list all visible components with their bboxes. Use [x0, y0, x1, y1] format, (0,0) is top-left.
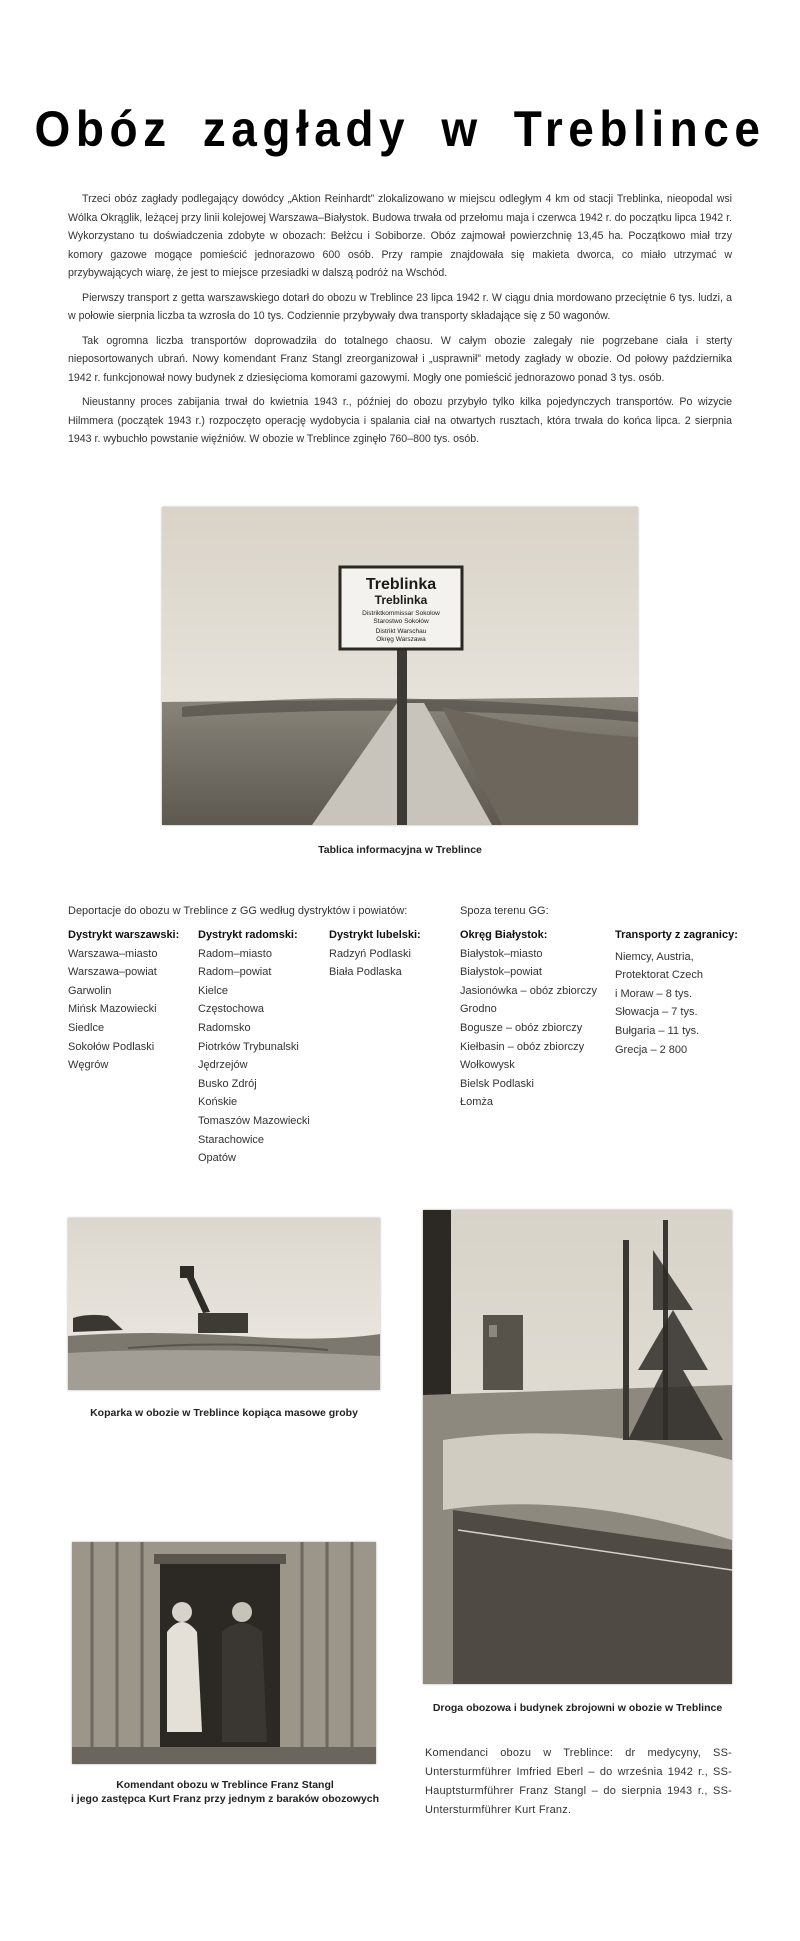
list-item: Słowacja – 7 tys.: [615, 1006, 698, 1019]
list-item: Kiełbasin – obóz zbiorczy: [460, 1040, 585, 1053]
intro-paragraph: Tak ogromna liczba transportów doprowadziła do totalnego chaosu. W całym obozie zalegały nie pogrzebane ciała i sterty nieposortowanych ubrań. Nowy komendant Franz Stangl zreorganizował i „usprawnił” metody zagłady w obozie. Od połowy października 1942 r. funkcjonował nowy budynek z dziesięcioma komorami gazowymi. Mogły one pomieścić jednorazowo ponad 3 tys. osób.: [68, 334, 732, 384]
list-item: Częstochowa: [198, 1003, 265, 1016]
photo-excavator: [68, 1218, 380, 1390]
deportations-heading: Deportacje do obozu w Treblince z GG według dystryktów i powiatów:: [68, 905, 408, 917]
column-title: Dystrykt warszawski:: [68, 929, 180, 941]
stangl-photo-image: [72, 1542, 376, 1764]
excavator-photo-image: [68, 1218, 380, 1390]
list-item: Jędrzejów: [198, 1059, 248, 1072]
list-item: Sokołów Podlaski: [68, 1040, 155, 1053]
list-item: Busko Zdrój: [198, 1077, 257, 1090]
list-item: Opatów: [198, 1152, 236, 1165]
column-radomski: [198, 926, 310, 1168]
list-item: i Moraw – 8 tys.: [615, 987, 693, 1000]
list-item: Grodno: [460, 1003, 497, 1016]
list-item: Łomża: [460, 1096, 494, 1109]
intro-paragraph: Pierwszy transport z getta warszawskiego dotarł do obozu w Treblince 23 lipca 1942 r. W ciągu dnia mordowano przeciętnie 6 tys. ludzi, a w połowie sierpnia liczba ta wzrosła do 10 tys. Codziennie przybywały dwa transporty składające się z 50 wagonów.: [68, 291, 732, 322]
list-item: Garwolin: [68, 984, 112, 997]
caption-stangl-line1: Komendant obozu w Treblince Franz Stangl: [116, 1779, 334, 1791]
sign-line: Okręg Warszawa: [376, 636, 426, 643]
caption-sign: Tablica informacyjna w Treblince: [318, 844, 482, 856]
page-title: Obóz zagłady w Treblince: [34, 101, 766, 157]
photo-road: [423, 1210, 732, 1684]
column-bialystok: [460, 926, 597, 1112]
list-item: Mińsk Mazowiecki: [68, 1003, 157, 1016]
sign-line: Starostwo Sokołów: [373, 618, 429, 625]
list-item: Warszawa–miasto: [68, 947, 158, 960]
list-item: Radomsko: [198, 1021, 251, 1034]
sign-line: Treblinka: [365, 576, 437, 593]
commandants-text: Komendanci obozu w Treblince: dr medycyny, SS-Untersturmführer Imfried Eberl – do września 1942 r., SS-Hauptsturmführer Franz Stangl – do sierpnia 1943 r., SS-Untersturmführer Kurt Franz.: [425, 1747, 732, 1816]
list-item: Radzyń Podlaski: [329, 947, 411, 960]
column-title: Transporty z zagranicy:: [615, 929, 738, 941]
list-item: Piotrków Trybunalski: [198, 1040, 299, 1053]
caption-stangl: [40, 1778, 410, 1806]
list-item: Starachowice: [198, 1133, 265, 1146]
list-item: Bielsk Podlaski: [460, 1077, 534, 1090]
list-item: Węgrów: [68, 1059, 109, 1072]
column-warszawski: [68, 926, 179, 1075]
list-item: Jasionówka – obóz zbiorczy: [460, 984, 597, 997]
intro-paragraph: Nieustanny proces zabijania trwał do kwietnia 1943 r., później do obozu przybyło tylko kilka pojedynczych transportów. Po wizycie Hilmmera (początek 1943 r.) rozpoczęto operację wydobycia i spalania ciał na otwartych rusztach, która trwała do końca lipca. 2 sierpnia 1943 r. wybuchło powstanie więźniów. W obozie w Treblince zginęło 760–800 tys. osób.: [68, 396, 732, 445]
list-item: Radom–powiat: [198, 966, 272, 979]
column-title: Dystrykt radomski:: [198, 929, 298, 941]
list-item: Bogusze – obóz zbiorczy: [460, 1021, 583, 1034]
intro-text: [68, 190, 732, 455]
list-item: Białystok–powiat: [460, 966, 542, 979]
photo-treblinka-sign: [162, 507, 638, 825]
column-title: Okręg Białystok:: [460, 929, 548, 941]
sign-photo-image: [162, 507, 638, 825]
outside-gg-heading: Spoza terenu GG:: [460, 905, 549, 917]
list-item: Grecja – 2 800: [615, 1043, 688, 1056]
intro-paragraph: Trzeci obóz zagłady podlegający dowódcy „Aktion Reinhardt” zlokalizowano w miejscu odległym 4 km od stacji Treblinka, nieopodal wsi Wólka Okrąglik, leżącej przy linii kolejowej Warszawa–Białystok. Budowa trwała od przełomu maja i czerwca 1942 r. do początku lipca 1942 r. Wykorzystano tu doświadczenia zdobyte w obozach: Bełżcu i Sobiborze. Obóz zajmował powierzchnię 13,45 ha. Początkowo miał trzy komory gazowe mogące pomieścić jednorazowo 600 osób. Przy rampie znajdowała się makieta dworca, co miało utrzymać w przybywających wiarę, że jest to miejsce przesiadki w dalszą podróż na Wschód.: [68, 193, 732, 279]
list-item: Kielce: [198, 984, 228, 997]
sign-line: Distrikt Warschau: [375, 628, 427, 635]
column-lubelski: [329, 926, 421, 982]
list-item: Siedlce: [68, 1021, 105, 1034]
list-item: Białystok–miasto: [460, 947, 543, 960]
caption-excavator: Koparka w obozie w Treblince kopiąca masowe groby: [90, 1407, 358, 1419]
caption-road: Droga obozowa i budynek zbrojowni w obozie w Treblince: [432, 1702, 723, 1714]
caption-stangl-line2: i jego zastępca Kurt Franz przy jednym z baraków obozowych: [70, 1793, 380, 1805]
list-item: Wołkowysk: [460, 1059, 515, 1072]
list-item: Bułgaria – 11 tys.: [615, 1024, 700, 1037]
list-item: Biała Podlaska: [329, 966, 402, 979]
sign-line: Distriktkommissar Sokolow: [362, 610, 440, 617]
list-item: Końskie: [198, 1096, 238, 1109]
photo-stangl-franz: [72, 1542, 376, 1764]
list-item: Tomaszów Mazowiecki: [198, 1114, 310, 1127]
column-title: Dystrykt lubelski:: [329, 929, 421, 941]
road-photo-image: [423, 1210, 732, 1684]
column-abroad: [615, 926, 738, 1059]
list-item: Warszawa–powiat: [68, 966, 157, 979]
list-item: Protektorat Czech: [615, 969, 704, 982]
list-item: Niemcy, Austria,: [615, 950, 694, 963]
sign-line: Treblinka: [374, 593, 428, 607]
list-item: Radom–miasto: [198, 947, 272, 960]
